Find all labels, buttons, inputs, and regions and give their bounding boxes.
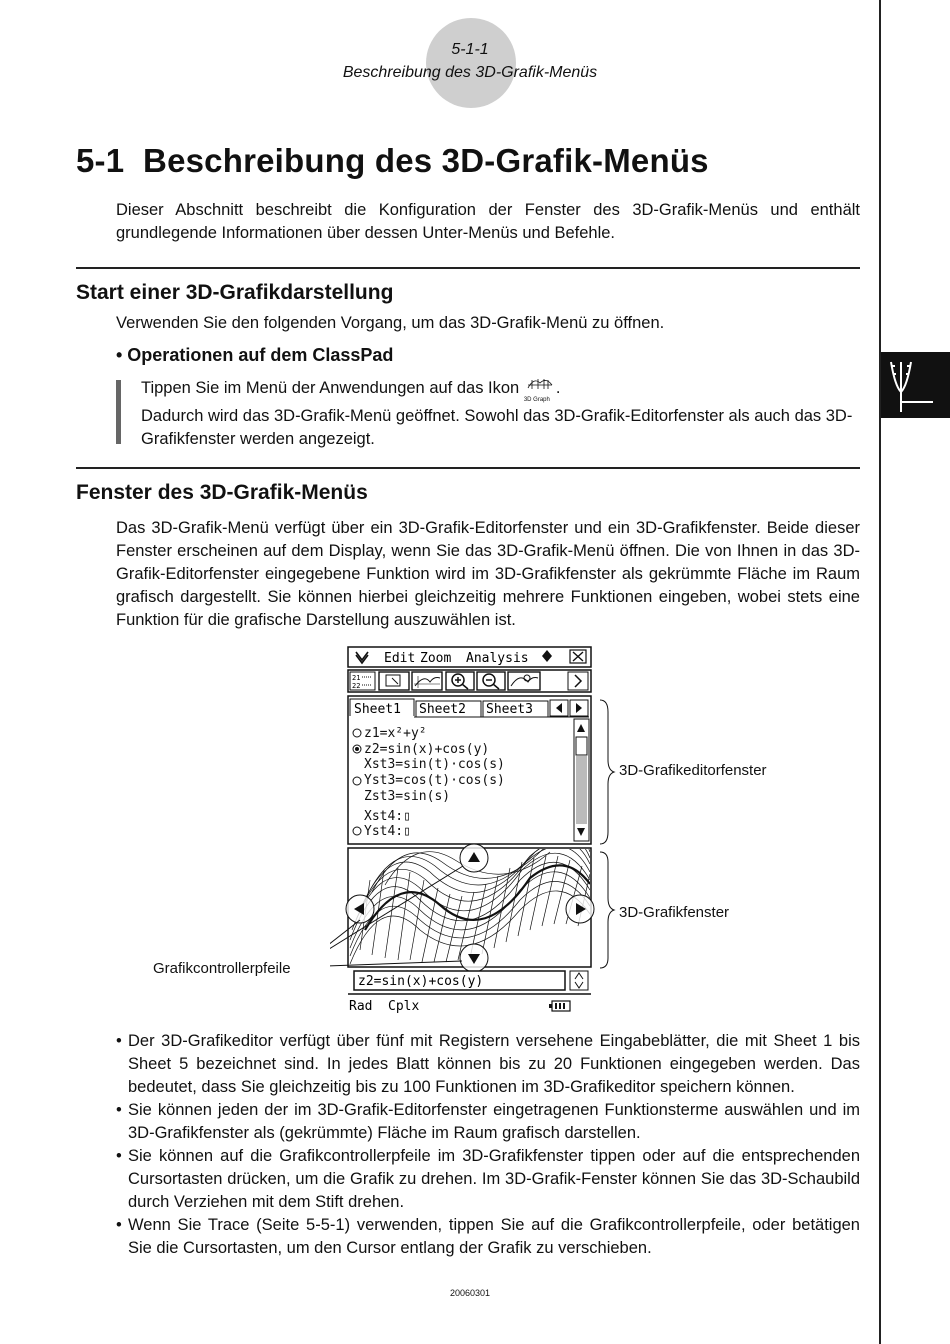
function-z1[interactable]: z1=x²+y² xyxy=(364,726,427,741)
section-start-text: Verwenden Sie den folgenden Vorgang, um das 3D-Grafik-Menü zu öffnen. xyxy=(116,314,665,332)
svg-text:22: 22 xyxy=(352,682,361,690)
view-toolbar-icon[interactable] xyxy=(508,672,540,690)
bullet-item: • Der 3D-Grafikeditor verfügt über fünf mit Registern versehene Eingabeblätter, die mit Sheet 1 bis Sheet 5 bezeichnet sind. In jedes Blatt können bis zu 20 Funktionen eingegeben werden. Das bedeutet, dass Sie gleichzeitig bis zu 100 Funktionen im 3D-Grafikeditor speichern können. xyxy=(116,1030,860,1099)
function-zst3[interactable]: Zst3=sin(s) xyxy=(364,789,451,804)
page-number: 5-1-1 xyxy=(451,41,489,58)
graph-brace xyxy=(600,852,614,968)
tab-sheet2-label: Sheet2 xyxy=(419,702,466,717)
radio-st3[interactable] xyxy=(353,777,361,785)
function-yst4[interactable]: Yst4:▯ xyxy=(364,824,411,839)
page-edge-rule xyxy=(879,0,881,1344)
tab-sheet1[interactable] xyxy=(350,699,414,717)
bullet-item: • Sie können auf die Grafikcontrollerpfeile im 3D-Grafikfenster tippen oder auf die entsprechenden Cursortasten drücken, um die Grafik zu drehen. Im 3D-Grafik-Fenster können Sie das 3D-Schaubild durch Verziehen mit dem Stift drehen. xyxy=(116,1145,860,1214)
3d-graph-icon-label: 3D Graph xyxy=(523,397,550,403)
classpad-screen-figure xyxy=(330,640,850,1020)
3d-graph-chapter-icon xyxy=(881,352,950,418)
section-divider xyxy=(76,467,860,469)
rotate-up-arrow-icon[interactable] xyxy=(460,844,488,872)
step-1-period: . xyxy=(555,379,561,397)
bullet-item: • Sie können jeden der im 3D-Grafik-Editorfenster eingetragenen Funktionsterme auswählen und im 3D-Grafikfenster als (gekrümmte) Fläche im Raum grafisch darstellen. xyxy=(116,1099,860,1145)
rotate-right-arrow-icon[interactable] xyxy=(566,895,594,923)
status-number-mode: Cplx xyxy=(388,999,420,1014)
graph-toolbar-icon[interactable] xyxy=(412,672,442,690)
rotate-down-arrow-icon[interactable] xyxy=(460,944,488,972)
footer-date-code: 20060301 xyxy=(449,1288,491,1298)
operations-subheading: • Operationen auf dem ClassPad xyxy=(116,345,394,365)
menu-zoom[interactable]: Zoom xyxy=(420,651,452,666)
tab-scroll-right-icon[interactable] xyxy=(570,700,588,716)
tab-sheet3-label: Sheet3 xyxy=(486,702,533,717)
section-windows-text: Das 3D-Grafik-Menü verfügt über ein 3D-Grafik-Editorfenster und ein 3D-Grafikfenster. Beide dieser Fenster erscheinen auf dem Display, wenn Sie das 3D-Grafik-Menü öffnen. Die von Ihnen in das 3D-Grafik-Editorfenster eingegebene Funktion wird im 3D-Grafikfenster als gekrümmte Fläche im Raum grafisch dargestellt. Sie können hierbei gleichzeitig mehrere Funktionen eingeben, wobei stets eine Funktion für die grafische Darstellung auszuwählen ist. xyxy=(116,519,860,629)
tab-sheet1-label: Sheet1 xyxy=(354,702,401,717)
header-marker-circle xyxy=(426,18,516,108)
3d-graph-app-icon xyxy=(523,375,556,403)
svg-text:21: 21 xyxy=(352,674,361,682)
menu-analysis[interactable]: Analysis xyxy=(466,651,529,666)
procedure-step-1-text: Tippen Sie im Menü der Anwendungen auf das Ikon xyxy=(141,379,520,397)
entry-line-text: z2=sin(x)+cos(y) xyxy=(358,974,484,989)
resize-toolbar-icon[interactable] xyxy=(379,672,409,690)
menu-edit[interactable]: Edit xyxy=(384,651,416,666)
close-icon[interactable] xyxy=(570,650,586,663)
status-angle: Rad xyxy=(349,999,373,1014)
zoom-out-icon[interactable] xyxy=(477,672,505,690)
section-divider xyxy=(76,267,860,269)
procedure-step-2: Dadurch wird das 3D-Grafik-Menü geöffnet. Sowohl das 3D-Grafik-Editorfenster als auch das 3D-Grafikfenster werden angezeigt. xyxy=(141,407,853,448)
rotate-left-arrow-icon[interactable] xyxy=(346,895,374,923)
zoom-in-icon[interactable] xyxy=(446,672,474,690)
chapter-tab xyxy=(881,352,950,418)
controller-arrows-label: Grafikcontrollerpfeile xyxy=(153,960,291,977)
procedure-bar xyxy=(116,380,121,444)
tab-sheet3[interactable] xyxy=(483,701,548,717)
editor-scrollbar[interactable] xyxy=(574,719,589,841)
editor-window-label: 3D-Grafikeditorfenster xyxy=(619,762,767,779)
intro-paragraph: Dieser Abschnitt beschreibt die Konfiguration der Fenster des 3D-Grafik-Menüs und enthält grundlegende Informationen über dessen Unter-Menüs und Befehle. xyxy=(116,201,860,242)
radio-st4[interactable] xyxy=(353,827,361,835)
procedure-step-1 xyxy=(141,375,861,403)
editor-brace xyxy=(600,700,614,844)
running-header-title: Beschreibung des 3D-Grafik-Menüs xyxy=(342,64,598,81)
tab-scroll-left-icon[interactable] xyxy=(550,700,568,716)
bullet-item: • Wenn Sie Trace (Seite 5-5-1) verwenden, tippen Sie auf die Grafikcontrollerpfeile, oder betätigen Sie die Cursortasten, um den Cursor entlang der Grafik zu verschieben. xyxy=(116,1214,860,1260)
toolbar-more-icon[interactable] xyxy=(568,672,588,690)
tab-sheet2[interactable] xyxy=(416,701,481,717)
function-z2[interactable]: z2=sin(x)+cos(y) xyxy=(364,742,490,757)
feature-bullet-list xyxy=(116,1030,860,1260)
graph-window-label: 3D-Grafikfenster xyxy=(619,904,730,921)
page-title: 5-1 Beschreibung des 3D-Grafik-Menüs xyxy=(76,142,709,179)
function-yst3[interactable]: Yst3=cos(t)·cos(s) xyxy=(364,773,505,788)
entry-line-stepper[interactable] xyxy=(570,971,588,990)
function-xst3[interactable]: Xst3=sin(t)·cos(s) xyxy=(364,757,505,772)
section-heading-start: Start einer 3D-Grafikdarstellung xyxy=(76,281,394,304)
radio-z2-dot xyxy=(355,747,359,751)
battery-icon xyxy=(549,1001,570,1011)
section-heading-windows: Fenster des 3D-Grafik-Menüs xyxy=(76,481,368,504)
list-toolbar-icon[interactable] xyxy=(350,672,375,690)
radio-z1[interactable] xyxy=(353,729,361,737)
function-xst4[interactable]: Xst4:▯ xyxy=(364,809,411,824)
